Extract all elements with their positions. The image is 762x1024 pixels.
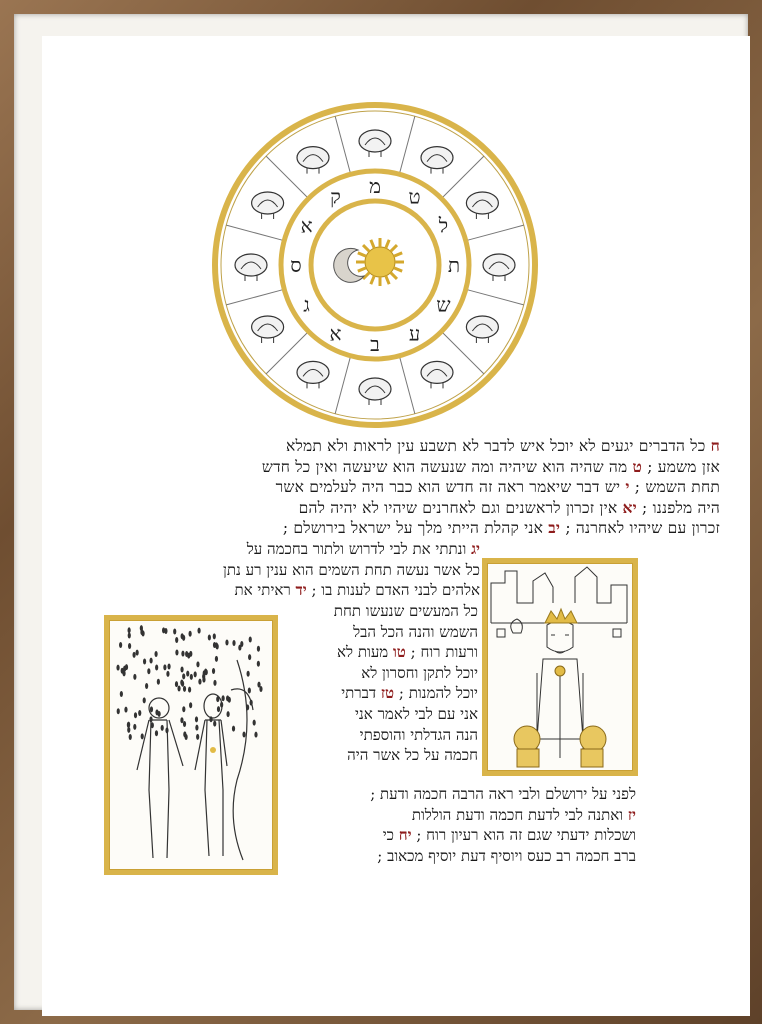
inner-letter: ל: [438, 213, 449, 238]
verse-number: ח: [710, 436, 720, 455]
inner-letter: ש: [436, 292, 451, 317]
inner-letter: ק: [330, 184, 341, 209]
text-line-1: ח כל הדברים יגעים לא יוכל איש לדבר לא תשבע עין לראות ולא תמלא: [286, 436, 720, 455]
column-line-1: כל המעשים שנעשו תחת: [333, 602, 478, 620]
text-line-lower-4: ברב חכמה רב כעס ויוסיף דעת יוסיף מכאוב ;: [377, 846, 636, 865]
text-line-4: היה מלפננו ; יא אין זכרון לראשנים וגם לאחרנים שיהיו לא יהיה להם: [298, 497, 720, 517]
inner-letter: ג: [303, 292, 310, 317]
hebrew-text-mid: [100, 539, 480, 601]
text-line-lower-1: לפני על ירושלם ולבי ראה הרבה חכמה ודעת ;: [370, 785, 636, 803]
text-line-5: זכרון עם שיהיו לאחרנה ; יב אני קהלת הייתי מלך על ישראל בירושלם ;: [282, 518, 720, 538]
inner-letter: א: [329, 321, 342, 346]
adam-and-eve-illustration: [104, 615, 278, 875]
zodiac-wheel: [210, 100, 540, 430]
column-line-3: ורעות רוח ; טו מעות לא: [337, 643, 478, 662]
adam-eve-drawing: [109, 620, 273, 870]
sun-icon: [356, 238, 404, 286]
inner-letter: א: [300, 213, 313, 238]
king-illustration: [482, 558, 638, 776]
column-line-5: יוכל להמנות ; טז דברתי: [341, 684, 478, 703]
inner-letter: ס: [290, 253, 302, 277]
hebrew-text-top: [100, 436, 720, 539]
column-line-4: יוכל לתקן וחסרון לא: [361, 663, 478, 682]
text-line-2: אזן משמע ; ט מה שהיה הוא שיהיה ומה שנעשה הוא שיעשה ואין כל חדש: [261, 456, 720, 476]
column-line-6: אני עם לבי לאמר אני: [354, 704, 478, 723]
column-line-7: הנה הגדלתי והוספתי: [359, 725, 478, 744]
text-line-3: תחת השמש ; י יש דבר שיאמר ראה זה חדש הוא כבר היה לעלמים אשר: [275, 477, 720, 497]
inner-letter: ע: [408, 321, 421, 346]
inner-letter: מ: [369, 174, 381, 198]
column-line-8: חכמה על כל אשר היה: [347, 746, 478, 765]
inner-letter: ב: [370, 332, 380, 356]
king-drawing: [487, 563, 633, 771]
text-line-lower-3: ושכלות ידעתי שגם זה הוא רעיון רוח ; יח כי: [382, 826, 636, 845]
text-line-6: יג ונתתי את לבי לדרוש ולתור בחכמה על: [246, 540, 480, 558]
text-line-8: אלהים לבני האדם לענות בו ; יד ראיתי את: [234, 581, 480, 600]
column-line-2: השמש והנה הכל הבל: [353, 622, 478, 641]
text-line-lower-2: יז ואתנה לבי לדעת חכמה ודעת הוללות: [411, 805, 636, 824]
text-line-7: כל אשר נעשה תחת השמים הוא ענין רע נתן: [223, 560, 480, 579]
hebrew-text-column: [268, 601, 478, 766]
inner-letter: ת: [447, 253, 461, 277]
inner-letter: ט: [408, 184, 421, 209]
